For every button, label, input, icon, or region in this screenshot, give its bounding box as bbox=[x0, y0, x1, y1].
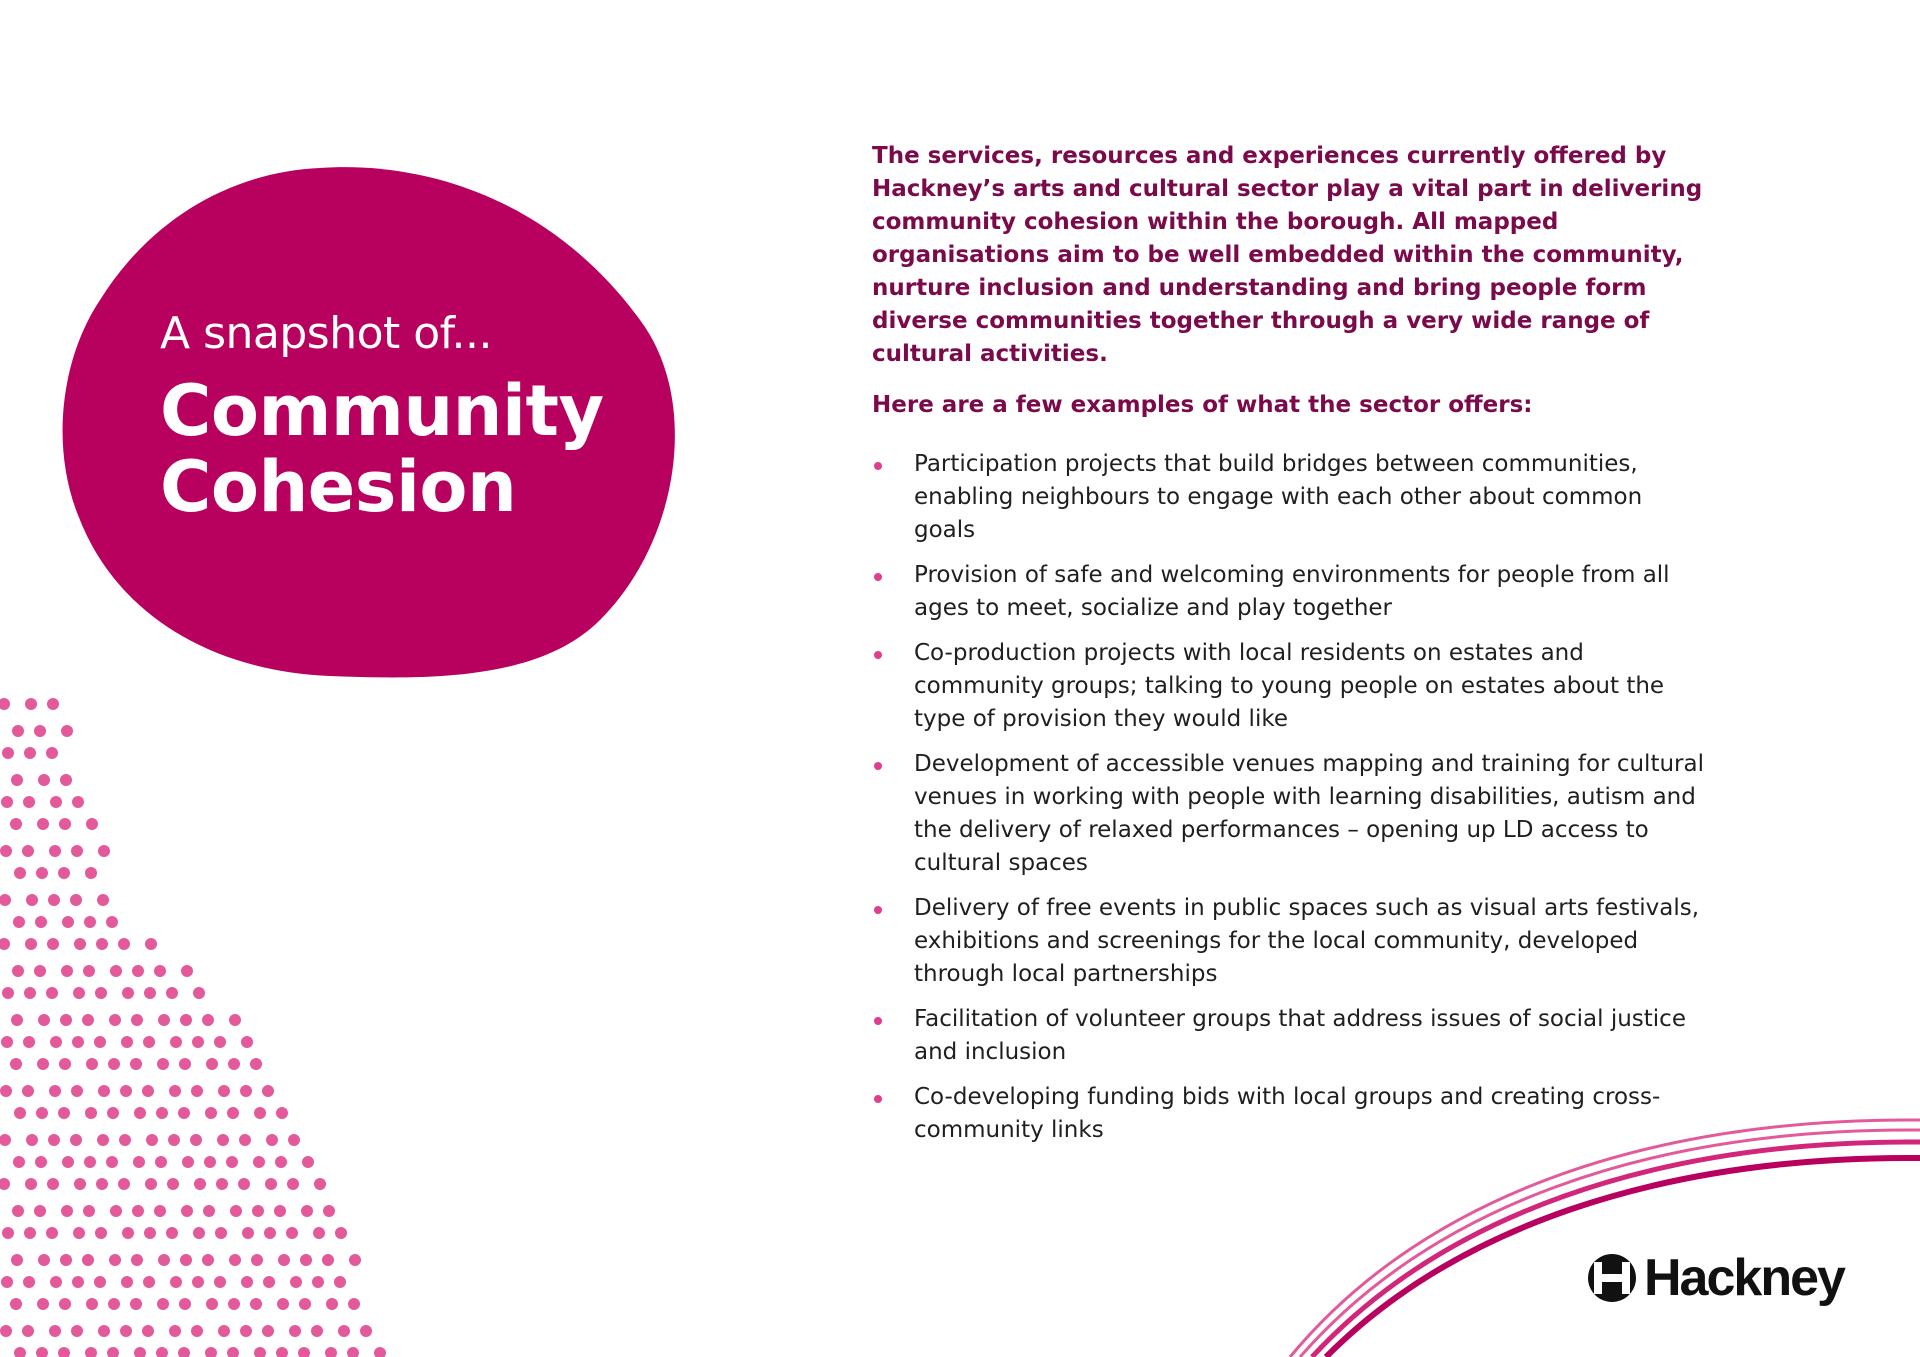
list-item-text: Participation projects that build bridges between communities, enabling neighbours to engage with each other about common goals bbox=[914, 451, 1643, 543]
list-item-text: Co-production projects with local residents on estates and community groups; talking to young people on estates about the type of provision they would like bbox=[914, 640, 1665, 732]
list-item-text: Provision of safe and welcoming environments for people from all ages to meet, socialize and play together bbox=[914, 562, 1670, 621]
hackney-logo bbox=[1588, 1250, 1844, 1306]
list-item-text: Development of accessible venues mapping and training for cultural venues in working with people with learning disabilities, autism and the delivery of relaxed performances – opening up LD access to cultural spaces bbox=[914, 751, 1704, 876]
examples-lead: Here are a few examples of what the sector offers: bbox=[872, 392, 1533, 418]
hero-title: Community Cohesion bbox=[160, 370, 604, 528]
list-item-text: Co-developing funding bids with local groups and creating cross-community links bbox=[914, 1084, 1661, 1143]
hackney-wordmark: Hackney bbox=[1644, 1249, 1844, 1307]
hackney-h-icon bbox=[1588, 1254, 1636, 1302]
list-item-text: Delivery of free events in public spaces such as visual arts festivals, exhibitions and screenings for the local community, developed through local partnerships bbox=[914, 895, 1700, 987]
hero-kicker: A snapshot of... bbox=[160, 308, 492, 359]
intro-paragraph: The services, resources and experiences currently offered by Hackney’s arts and cultural sector play a vital part in delivering community cohesion within the borough. All mapped organisations aim to be well embedded within the community, nurture inclusion and understanding and bring people form diverse communities together through a very wide range of cultural activities. bbox=[872, 143, 1703, 367]
list-item-text: Facilitation of volunteer groups that address issues of social justice and inclusion bbox=[914, 1006, 1686, 1065]
